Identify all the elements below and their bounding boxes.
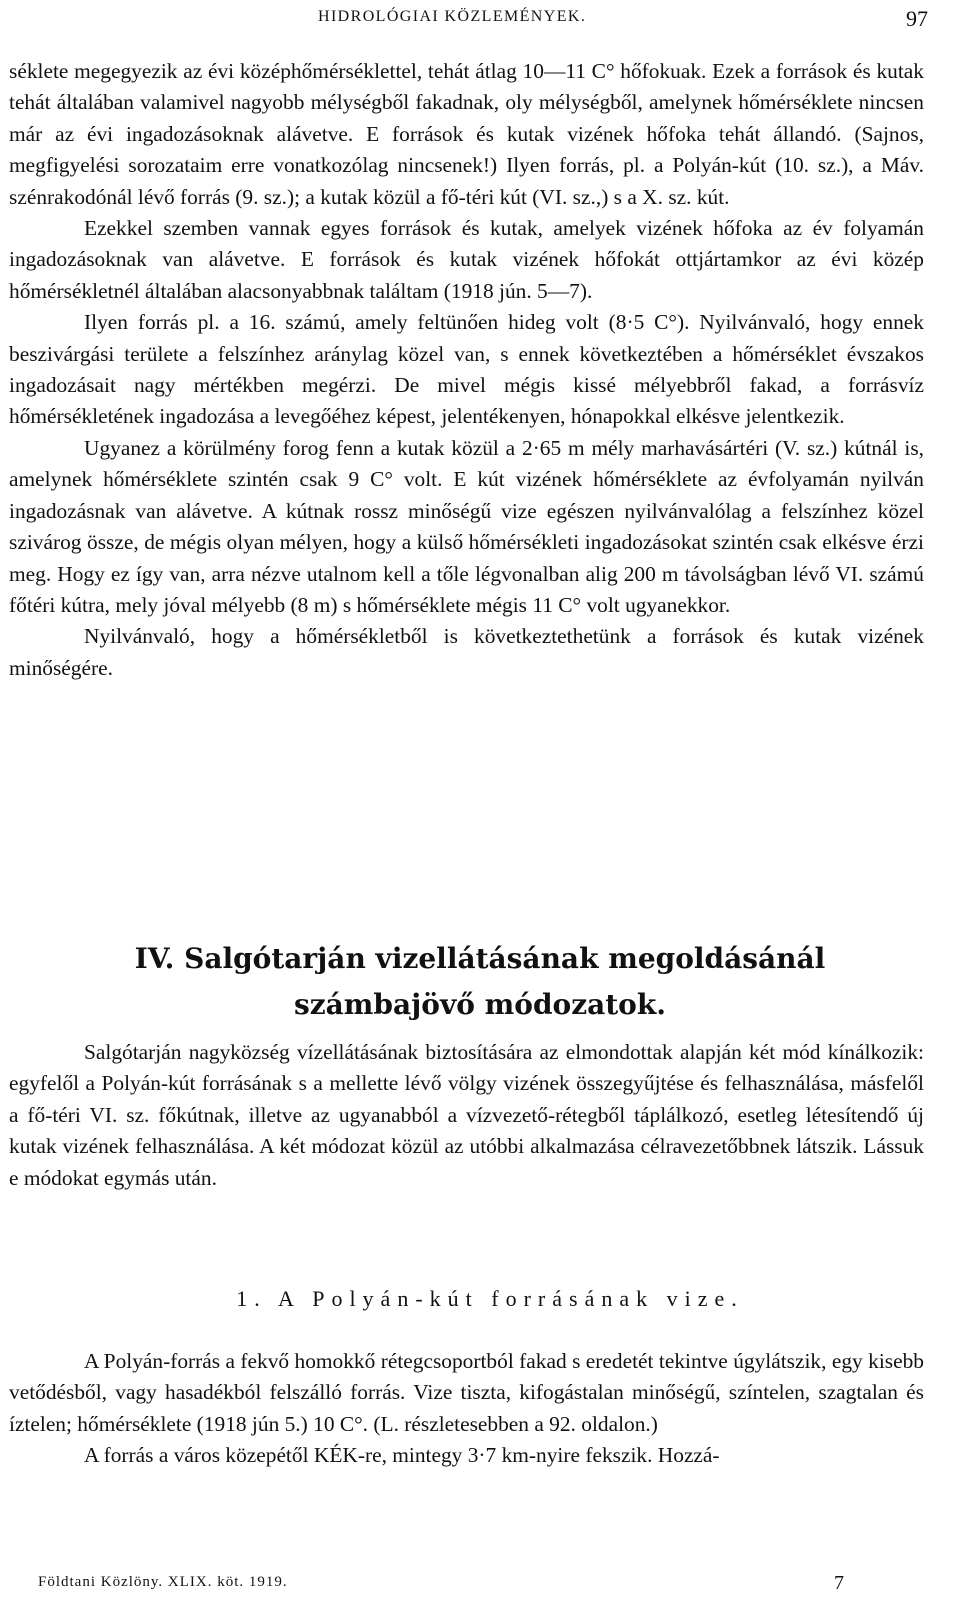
paragraph: A Polyán-forrás a fekvő homokkő rétegcsoportból fakad s eredetét tekintve úgylátszik, egy kisebb vetődésből, vagy hasadékból felszálló forrás. Vize tiszta, kifogástalan minőségű, színtelen, szagtalan és íztelen; hőmérséklete (1918 jún 5.) 10 C°. (L. részletesebben a 92. oldalon.) — [9, 1349, 924, 1436]
running-head — [0, 6, 960, 36]
paragraph: Ilyen forrás pl. a 16. számú, amely feltünően hideg volt (8·5 C°). Nyilvánvaló, hogy ennek beszivárgási területe a felszínhez aránylag közel van, s ennek következtében a hőmérséklet évszakos ingadozásait nagy mértékben megérzi. De mivel mégis kissé mélyebbről fakad, a forrásvíz hőmérsékletének ingadozása a levegőéhez képest, jelentékenyen, hónapokkal elkésve jelentkezik. — [9, 310, 924, 429]
paragraph-continuation: séklete megegyezik az évi középhőmérséklettel, tehát átlag 10—11 C° hőfokuak. Ezek a források és kutak tehát általában valamivel nagyobb mélységből fakadnak, oly mélységből, amelynek hőmérséklete nincsen már az évi ingadozásoknak alávetve. E források és kutak vizének hőfoka tehát állandó. (Sajnos, megfigyelési sorozataim erre vonatkozólag nincsenek!) Ilyen forrás, pl. a Polyán-kút (10. sz.), a Máv. szénrakodónál lévő forrás (9. sz.); a kutak közül a fő-téri kút (VI. sz.,) s a X. sz. kút. — [9, 59, 924, 209]
paragraph: A forrás a város közepétől KÉK-re, mintegy 3·7 km-nyire fekszik. Hozzá- — [84, 1443, 720, 1468]
footer-signature: 7 — [834, 1572, 844, 1594]
paragraph: Salgótarján nagyközség vízellátásának biztosítására az elmondottak alapján két mód kínálkozik: egyfelől a Polyán-kút forrásának s a mellette lévő völgy vizének összegyűjtése és felhasználása, másfelől a fő-téri VI. sz. főkútnak, illetve az ugyanabból a vízvezető-rétegből táplálkozó, esetleg létesítendő új kutak vizének felhasználása. A két módozat közül az utóbbi alkalmazása célravezetőbbnek látszik. Lássuk e módokat egymás után. — [9, 1040, 924, 1190]
body-text — [9, 56, 924, 684]
paragraph: Ezekkel szemben vannak egyes források és kutak, amelyek vizének hőfoka az év folyamán ingadozásoknak van alávetve. E források és kutak vizének hőfokát ottjártamkor az évi közép hőmérsékletnél általában alacsonyabbnak találtam (1918 jún. 5—7). — [9, 216, 924, 303]
subsection-heading: 1. A Polyán-kút forrásának vize. — [236, 1286, 744, 1311]
paragraph: Nyilvánvaló, hogy a hőmérsékletből is következtethetünk a források és kutak vizének minőségére. — [9, 624, 924, 680]
section-heading-line: IV. Salgótarján vizellátásának megoldásánál — [134, 942, 826, 975]
page-footer — [0, 1572, 960, 1602]
subsection-body — [9, 1346, 924, 1472]
page-number: 97 — [906, 6, 928, 31]
paragraph: Ugyanez a körülmény forog fenn a kutak közül a 2·65 m mély marhavásártéri (V. sz.) kútnál is, amelynek hőmérséklete szintén csak 9 C° volt. E kút vizének hőmérséklete az évfolyamán nyilván ingadozásnak van alávetve. A kútnak rossz minőségű vize egészen nyilvánvalólag a felszínhez közel szivárog össze, de mégis olyan mélyen, hogy a külső hőmérsékleti ingadozásokat szintén csak elkésve érzi meg. Hogy ez így van, arra nézve utalnom kell a tőle légvonalban alig 200 m távolságban lévő VI. számú főtéri kútra, mely jóval mélyebb (8 m) s hőmérséklete mégis 11 C° volt ugyanekkor. — [9, 435, 924, 617]
section-heading — [0, 936, 960, 1028]
running-title: HIDROLÓGIAI KÖZLEMÉNYEK. — [318, 8, 587, 25]
section-body — [9, 1037, 924, 1194]
section-heading-line: számbajövő módozatok. — [293, 988, 666, 1021]
footer-source: Földtani Közlöny. XLIX. köt. 1919. — [38, 1574, 288, 1590]
